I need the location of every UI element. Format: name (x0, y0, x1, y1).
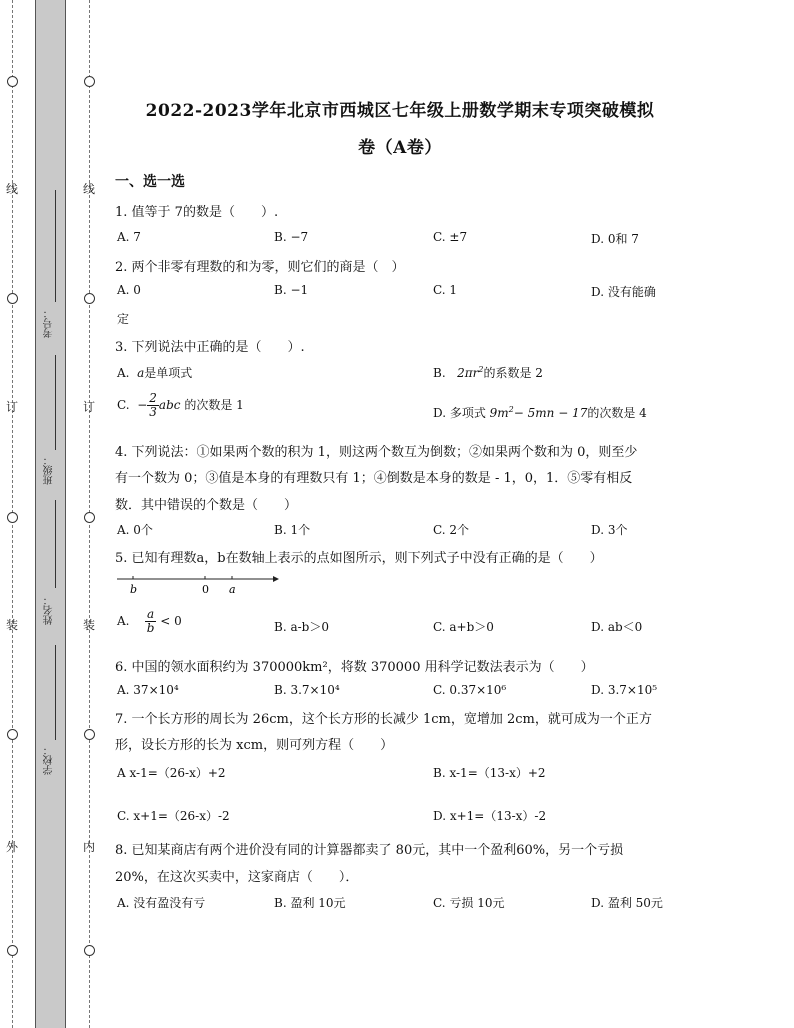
binding-hole (7, 293, 18, 304)
q2-option-d: D. 没有能确 (591, 285, 656, 299)
q5-option-a-numerator: a (145, 608, 157, 622)
q6-option-a: A. 37×10⁴ (117, 683, 179, 697)
question-8-line-2: 20%，在这次买卖中，这家商店（ ）． (115, 870, 359, 885)
margin-char-xian: 线 (83, 182, 96, 196)
q3-option-d-expr1: 9m (489, 406, 509, 420)
name-label: 姓名： (44, 595, 55, 625)
binding-hole (7, 76, 18, 87)
q1-option-b: B. −7 (274, 230, 309, 244)
q2-option-d-continued: 定 (117, 312, 130, 326)
q8-option-a: A. 没有盈没有亏 (117, 896, 206, 910)
margin-char-ding: 订 (83, 400, 96, 414)
q2-option-b: B. −1 (274, 283, 309, 297)
q3-option-b-label: B. (433, 366, 446, 380)
question-2: 2. 两个非零有理数的和为零，则它们的商是（ ） (115, 260, 405, 275)
q7-option-a: A x-1=（26-x）+2 (117, 766, 226, 780)
q3-option-b (433, 364, 543, 381)
q3-option-c-var: abc (158, 398, 181, 412)
margin-char-wai: 外 (6, 840, 19, 854)
class-label: 班级： (44, 455, 55, 485)
q5-option-d: D. ab＜0 (591, 620, 643, 634)
q3-option-b-sup: 2 (478, 365, 484, 374)
q3-option-c (117, 392, 244, 419)
q3-option-c-label: C. (117, 398, 130, 412)
band-edge-right (65, 0, 66, 1028)
q5-option-a-label: A. (117, 614, 130, 628)
q4-option-c: C. 2个 (433, 523, 470, 537)
binding-hole (84, 293, 95, 304)
q3-option-a-var: a (137, 366, 145, 380)
number-line-figure (115, 572, 280, 598)
q3-option-c-numerator: 2 (149, 391, 157, 405)
q8-option-d: D. 盈利 50元 (591, 896, 663, 910)
name-line (55, 500, 56, 588)
q3-option-c-fraction (147, 392, 159, 419)
margin-char-ding: 订 (6, 400, 19, 414)
doc-title-line2: 卷（A卷） (358, 138, 442, 158)
question-1: 1. 值等于 7的数是（ ）. (115, 205, 279, 220)
q7-option-d: D. x+1=（13-x）-2 (433, 809, 547, 823)
question-4-line-3: 数．其中错误的个数是（ ） (115, 498, 298, 513)
question-6: 6. 中国的领水面积约为 370000km²，将数 370000 用科学记数法表示为（ ） (115, 660, 594, 675)
exam-number-label: 考号： (44, 308, 55, 338)
q6-option-d: D. 3.7×10⁵ (591, 683, 658, 697)
q3-option-b-text: 的系数是 2 (483, 366, 543, 380)
q7-option-c: C. x+1=（26-x）-2 (117, 809, 230, 823)
binding-hole (7, 729, 18, 740)
margin-char-xian: 线 (6, 182, 19, 196)
q4-option-a: A. 0个 (117, 523, 153, 537)
binding-hole (7, 512, 18, 523)
q3-option-d (433, 404, 647, 421)
band-edge-left (35, 0, 36, 1028)
binding-hole (7, 945, 18, 956)
axis-label-a: a (229, 583, 236, 596)
q4-option-d: D. 3个 (591, 523, 628, 537)
q5-option-a (117, 608, 182, 635)
q5-option-a-relation: < 0 (160, 614, 182, 628)
class-line (55, 355, 56, 450)
q1-option-a: A. 7 (117, 230, 141, 244)
doc-title: 2022-2023学年北京市西城区七年级上册数学期末专项突破模拟 (145, 101, 655, 121)
q5-option-b: B. a-b＞0 (274, 620, 329, 634)
exam-number-line (55, 190, 56, 302)
q2-option-c: C. 1 (433, 283, 458, 297)
q3-option-c-text: 的次数是 1 (184, 398, 244, 412)
q3-option-d-text2: 的次数是 4 (587, 406, 647, 420)
margin-char-zhuang: 装 (6, 618, 19, 632)
q3-option-d-expr2: − 5mn − 17 (513, 406, 588, 420)
q6-option-b: B. 3.7×10⁴ (274, 683, 340, 697)
q6-option-c: C. 0.37×10⁶ (433, 683, 507, 697)
question-4-line-2: 有一个数为 0；③值是本身的有理数只有 1；④倒数是本身的数是 - 1，0，1．⑤零有相反 (115, 471, 633, 486)
number-line-arrow (273, 576, 279, 582)
q3-option-d-text: D. 多项式 (433, 406, 486, 420)
q1-option-c: C. ±7 (433, 230, 468, 244)
question-7-line-2: 形，设长方形的长为 xcm，则可列方程（ ） (115, 738, 394, 753)
q3-option-a: A. a是单项式 (117, 366, 193, 380)
q4-option-b: B. 1个 (274, 523, 311, 537)
margin-char-nei: 内 (83, 840, 96, 854)
section-heading: 一、选一选 (115, 174, 185, 190)
binding-hole (84, 512, 95, 523)
q8-option-c: C. 亏损 10元 (433, 896, 505, 910)
binding-hole (84, 945, 95, 956)
school-label: 学校： (44, 745, 55, 775)
q1-option-d: D. 0和 7 (591, 232, 639, 246)
q3-option-d-sup: 2 (508, 405, 514, 414)
binding-hole (84, 729, 95, 740)
binding-hole (84, 76, 95, 87)
q3-option-c-sign: − (137, 398, 148, 412)
question-3: 3. 下列说法中正确的是（ ）. (115, 340, 305, 355)
question-7-line-1: 7. 一个长方形的周长为 26cm，这个长方形的长减少 1cm，宽增加 2cm，就可成为一个正方 (115, 712, 652, 727)
q7-option-b: B. x-1=（13-x）+2 (433, 766, 546, 780)
axis-label-b: b (130, 583, 138, 596)
question-4-line-1: 4. 下列说法：①如果两个数的积为 1，则这两个数互为倒数；②如果两个数和为 0，则至少 (115, 445, 638, 460)
q8-option-b: B. 盈利 10元 (274, 896, 346, 910)
q5-option-a-fraction (145, 608, 157, 635)
school-line (55, 645, 56, 740)
question-8-line-1: 8. 已知某商店有两个进价没有同的计算器都卖了 80元，其中一个盈利60%，另一个亏损 (115, 843, 624, 858)
binding-band (35, 0, 65, 1028)
margin-char-zhuang: 装 (83, 618, 96, 632)
q2-option-a: A. 0 (117, 283, 141, 297)
q5-option-c: C. a+b＞0 (433, 620, 494, 634)
q3-option-b-expr: 2πr (457, 366, 479, 380)
question-5: 5. 已知有理数a，b在数轴上表示的点如图所示，则下列式子中没有正确的是（ ） (115, 551, 603, 566)
axis-label-0: 0 (202, 583, 209, 596)
q5-option-a-denominator: b (146, 621, 155, 635)
q3-option-a-text: 是单项式 (144, 366, 193, 380)
q3-option-c-denominator: 3 (149, 405, 157, 419)
